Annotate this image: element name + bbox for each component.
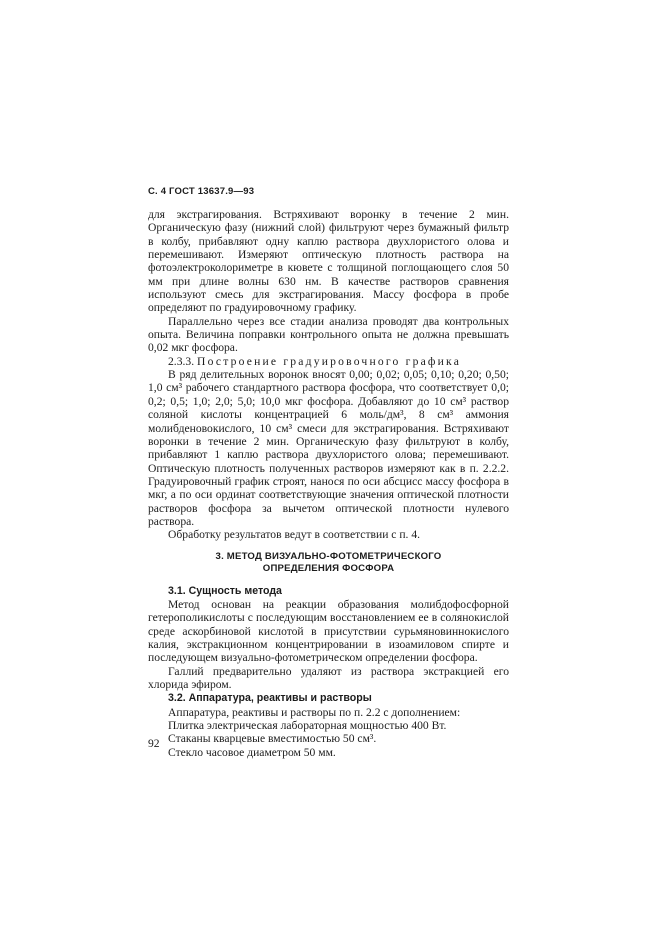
- subsection-title: Построение градуировочного графика: [197, 354, 462, 368]
- page-number: 92: [148, 737, 160, 750]
- paragraph-processing: Обработку результатов ведут в соответствии с п. 4.: [168, 528, 421, 542]
- subsection-number: 2.3.3.: [168, 354, 195, 368]
- equipment-line-3: Стаканы кварцевые вместимостью 50 см³.: [168, 732, 377, 746]
- section-title-line-2: ОПРЕДЕЛЕНИЯ ФОСФОРА: [262, 563, 395, 575]
- subsection-3-2-title: 3.2. Аппаратура, реактивы и растворы: [168, 692, 372, 705]
- subsection-3-2-heading: [148, 691, 509, 705]
- paragraph-method-essence: Метод основан на реакции образования молибдофосфорной гетерополикислоты с последующим восстановлением ее в солянокислой среде аскорбиновой кислотой в присутствии сурьмяновиннокислого калия, экстракционном концентрировании в изоамиловом спирте и последующем визуально-фотометрическом определении фосфора.: [148, 597, 509, 665]
- section-title-line-1: 3. МЕТОД ВИЗУАЛЬНО-ФОТОМЕТРИЧЕСКОГО: [215, 550, 442, 562]
- subsection-3-1-title: 3.1. Сущность метода: [168, 584, 282, 597]
- equipment-line-4: Стекло часовое диаметром 50 мм.: [168, 745, 336, 759]
- body-text: [148, 208, 509, 759]
- page-header: С. 4 ГОСТ 13637.9—93: [148, 186, 255, 197]
- section-3-title: [148, 551, 509, 576]
- equipment-line-2: Плитка электрическая лабораторная мощностью 400 Вт.: [168, 719, 447, 733]
- subsection-3-1-heading: [148, 584, 509, 598]
- equipment-line-1: Аппаратура, реактивы и растворы по п. 2.2 с дополнением:: [168, 705, 461, 719]
- subsection-2-3-3-heading: [148, 355, 509, 368]
- paragraph-extraction: для экстрагирования. Встряхивают воронку в течение 2 мин. Органическую фазу (нижний слой) фильтруют через бумажный фильтр в колбу, прибавляют одну каплю раствора двухлористого олова и перемешивают. Измеряют оптическую плотность раствора на фотоэлектроколориметре в кювете с толщиной поглощающего слоя 50 мм при длине волны 630 нм. В качестве растворов сравнения используют смесь для экстрагирования. Массу фосфора в пробе определяют по градуировочному графику.: [148, 208, 509, 315]
- paragraph-calibration-graph: В ряд делительных воронок вносят 0,00; 0,02; 0,05; 0,10; 0,20; 0,50; 1,0 см³ рабочего стандартного раствора фосфора, что соответствует 0,0; 0,2; 0,5; 1,0; 2,0; 5,0; 10,0 мкг фосфора. Добавляют до 10 см³ раствор соляной кислоты концентрацией 6 моль/дм³, 8 см³ аммония молибденовокислого, 10 см³ смеси для экстрагирования. Встряхивают воронки в течение 2 мин. Органическую фазу фильтруют в колбу, прибавляют 1 каплю раствора двухлористого олова; перемешивают. Оптическую плотность полученных растворов измеряют как в п. 2.2.2. Градуировочный график строят, нанося по оси абсцисс массу фосфора в мкг, а по оси ординат соответствующие значения оптической плотности растворов фосфора за вычетом оптической плотности нулевого раствора.: [148, 368, 509, 528]
- paragraph-control-experiments: Параллельно через все стадии анализа проводят два контрольных опыта. Величина поправки контрольного опыта не должна превышать 0,02 мкг фосфора.: [148, 314, 509, 355]
- paragraph-gallium-removal: Галлий предварительно удаляют из раствора экстракцией его хлорида эфиром.: [148, 664, 509, 691]
